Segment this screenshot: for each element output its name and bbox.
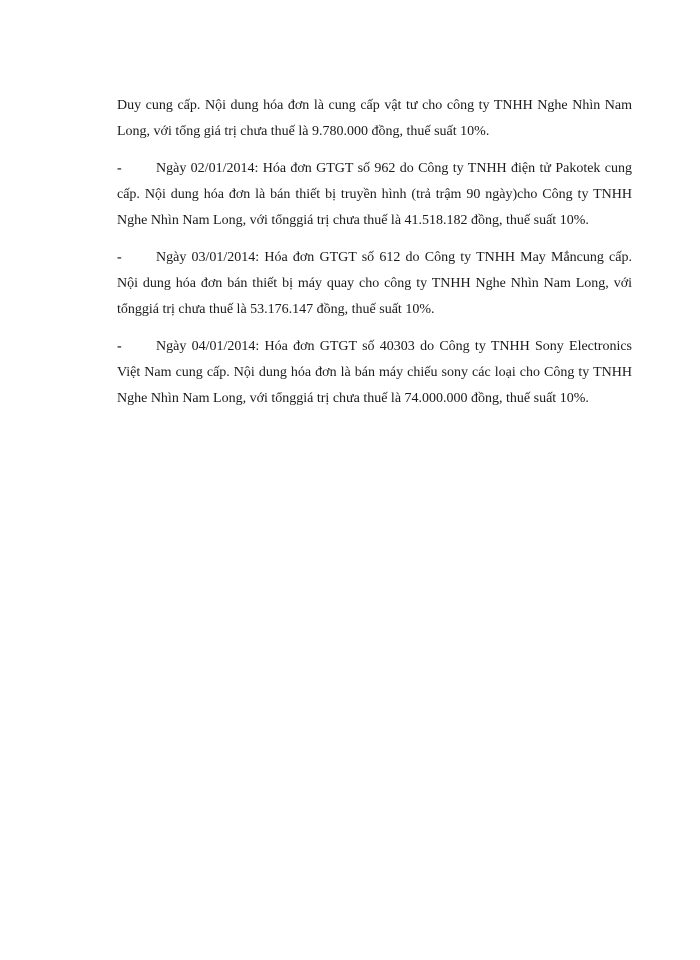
bullet-marker: - [117, 250, 122, 265]
invoice-item-2 [117, 245, 632, 323]
invoice-item-3 [117, 334, 632, 412]
bullet-marker: - [117, 339, 122, 354]
document-body [117, 93, 632, 423]
bullet-marker: - [117, 161, 122, 176]
invoice-item-1 [117, 156, 632, 234]
continuation-paragraph: Duy cung cấp. Nội dung hóa đơn là cung cấp vật tư cho công ty TNHH Nghe Nhìn Nam Long, với tổng giá trị chưa thuế là 9.780.000 đồng, thuế suất 10%. [117, 98, 632, 139]
invoice-item-text: Ngày 04/01/2014: Hóa đơn GTGT số 40303 do Công ty TNHH Sony Electronics Việt Nam cung cấp. Nội dung hóa đơn là bán máy chiếu sony các loại cho Công ty TNHH Nghe Nhìn Nam Long, với tổnggiá trị chưa thuế là 74.000.000 đồng, thuế suất 10%. [117, 339, 632, 406]
invoice-item-text: Ngày 02/01/2014: Hóa đơn GTGT số 962 do Công ty TNHH điện tử Pakotek cung cấp. Nội dung hóa đơn là bán thiết bị truyền hình (trả trậm 90 ngày)cho Công ty TNHH Nghe Nhìn Nam Long, với tổnggiá trị chưa thuế là 41.518.182 đồng, thuế suất 10%. [117, 161, 632, 228]
invoice-item-text: Ngày 03/01/2014: Hóa đơn GTGT số 612 do Công ty TNHH May Mắncung cấp. Nội dung hóa đơn bán thiết bị máy quay cho công ty TNHH Nghe Nhìn Nam Long, với tổnggiá trị chưa thuế là 53.176.147 đồng, thuế suất 10%. [117, 250, 632, 317]
